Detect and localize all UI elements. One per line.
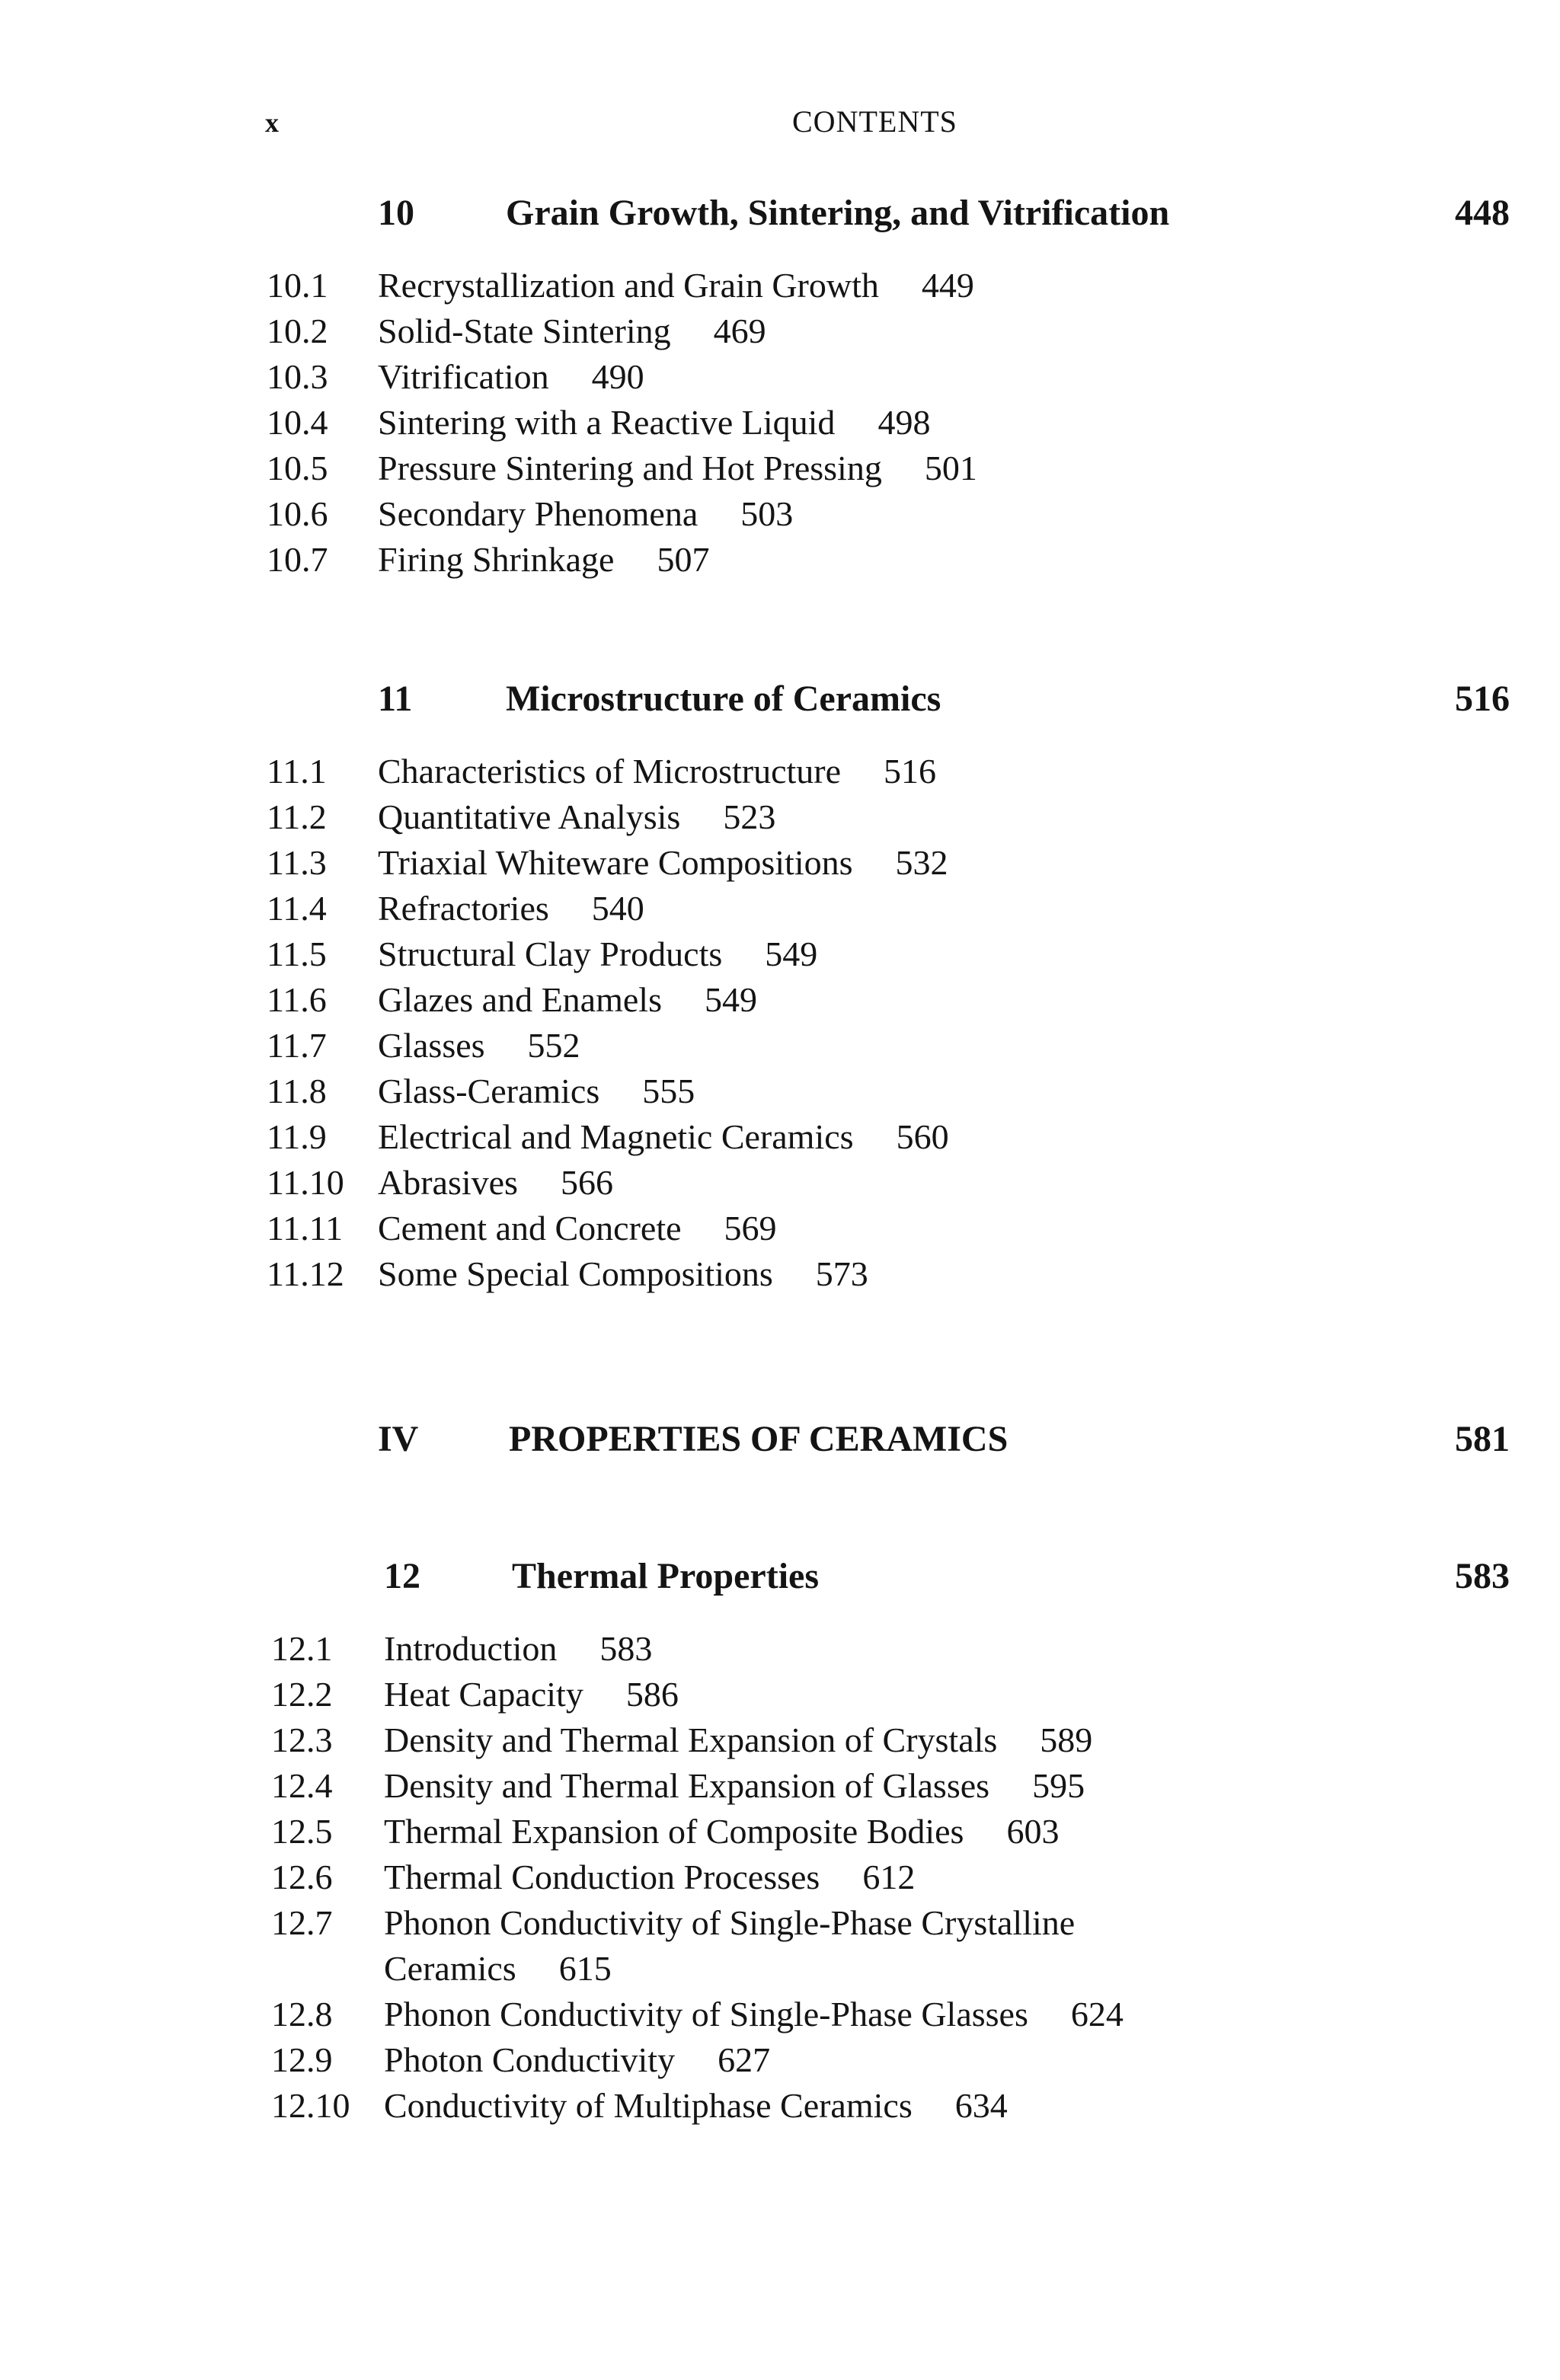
running-title: CONTENTS [792, 104, 957, 139]
section-number: 11.6 [267, 980, 327, 1019]
section-title: Pressure Sintering and Hot Pressing 501 [378, 449, 977, 487]
section-page: 555 [642, 1072, 695, 1110]
section-number: 12.2 [271, 1675, 333, 1714]
section-page: 560 [896, 1117, 949, 1156]
section-title: Sintering with a Reactive Liquid 498 [378, 403, 931, 442]
section-title-continued: Ceramics 615 [384, 1949, 612, 1988]
section-page: 589 [1040, 1720, 1093, 1759]
section-number: 11.8 [267, 1072, 327, 1110]
section-number: 10.6 [267, 494, 328, 533]
section-page: 595 [1032, 1766, 1085, 1805]
section-title: Triaxial Whiteware Compositions 532 [378, 843, 948, 882]
chapter-12-title: Thermal Properties [512, 1556, 820, 1596]
section-page: 552 [527, 1026, 580, 1065]
section-number: 11.3 [267, 843, 327, 882]
section-number: 10.4 [267, 403, 328, 442]
page-folio: x [265, 107, 279, 138]
section-title: Vitrification 490 [378, 357, 644, 396]
section-page: 523 [723, 797, 776, 836]
section-page: 603 [1006, 1812, 1060, 1851]
section-title: Refractories 540 [378, 889, 644, 928]
section-title: Firing Shrinkage 507 [378, 540, 710, 579]
section-title: Phonon Conductivity of Single-Phase Glasses 624 [384, 1995, 1124, 2033]
section-page: 566 [560, 1163, 613, 1202]
section-number: 12.6 [271, 1858, 333, 1896]
section-title: Thermal Conduction Processes 612 [384, 1858, 916, 1896]
section-title: Density and Thermal Expansion of Crystals 589 [384, 1720, 1093, 1759]
section-page: 573 [815, 1254, 868, 1293]
section-title: Quantitative Analysis 523 [378, 797, 776, 836]
section-title: Heat Capacity 586 [384, 1675, 679, 1714]
section-title: Glasses 552 [378, 1026, 580, 1065]
section-number: 12.1 [271, 1629, 333, 1668]
section-number: 12.9 [271, 2040, 333, 2079]
section-page: 516 [884, 752, 936, 791]
section-page: 490 [591, 357, 644, 396]
section-title: Photon Conductivity 627 [384, 2040, 771, 2079]
section-number: 12.4 [271, 1766, 333, 1805]
section-title: Thermal Expansion of Composite Bodies 603 [384, 1812, 1060, 1851]
section-number: 11.5 [267, 934, 327, 973]
chapter-10-page: 448 [1455, 193, 1510, 233]
section-page: 469 [713, 311, 766, 350]
section-page: 549 [704, 980, 757, 1019]
section-number: 12.7 [271, 1903, 333, 1942]
section-title: Glazes and Enamels 549 [378, 980, 757, 1019]
part-4-page: 581 [1455, 1419, 1510, 1459]
section-page: 612 [862, 1858, 916, 1896]
section-page: 569 [724, 1209, 777, 1248]
section-title: Characteristics of Microstructure 516 [378, 752, 936, 791]
part-4-title: PROPERTIES OF CERAMICS [509, 1419, 1009, 1459]
section-page: 498 [878, 403, 931, 442]
section-number: 12.3 [271, 1720, 333, 1759]
section-title: Electrical and Magnetic Ceramics 560 [378, 1117, 949, 1156]
chapter-12-number: 12 [384, 1556, 420, 1596]
section-page: 507 [657, 540, 710, 579]
section-page: 583 [599, 1629, 653, 1668]
section-number: 12.10 [271, 2086, 350, 2125]
chapter-10-number: 10 [378, 193, 414, 233]
section-number: 10.7 [267, 540, 328, 579]
section-number: 11.1 [267, 752, 327, 791]
section-title: Secondary Phenomena 503 [378, 494, 794, 533]
section-page: 503 [740, 494, 794, 533]
section-number: 11.9 [267, 1117, 327, 1156]
section-title: Cement and Concrete 569 [378, 1209, 777, 1248]
section-title: Solid-State Sintering 469 [378, 311, 766, 350]
chapter-10-title: Grain Growth, Sintering, and Vitrification [506, 193, 1170, 233]
section-title: Density and Thermal Expansion of Glasses 595 [384, 1766, 1085, 1805]
part-4-number: IV [378, 1419, 419, 1459]
section-number: 10.2 [267, 311, 328, 350]
section-page: 634 [954, 2086, 1008, 2125]
section-title: Abrasives 566 [378, 1163, 613, 1202]
section-page: 586 [625, 1675, 679, 1714]
section-title: Introduction 583 [384, 1629, 653, 1668]
section-number: 11.10 [267, 1163, 344, 1202]
section-page: 540 [591, 889, 644, 928]
section-page: 549 [765, 934, 818, 973]
section-title: Recrystallization and Grain Growth 449 [378, 266, 974, 305]
section-title: Glass-Ceramics 555 [378, 1072, 695, 1110]
chapter-11-page: 516 [1455, 679, 1510, 719]
chapter-11-title: Microstructure of Ceramics [506, 679, 941, 719]
section-number: 10.5 [267, 449, 328, 487]
section-page: 501 [924, 449, 977, 487]
chapter-11-number: 11 [378, 679, 413, 719]
section-number: 10.3 [267, 357, 328, 396]
section-page: 449 [921, 266, 974, 305]
section-page: 532 [895, 843, 948, 882]
section-number: 11.12 [267, 1254, 344, 1293]
chapter-12-page: 583 [1455, 1556, 1510, 1596]
section-number: 12.5 [271, 1812, 333, 1851]
section-page: 627 [718, 2040, 771, 2079]
section-number: 11.7 [267, 1026, 327, 1065]
section-number: 12.8 [271, 1995, 333, 2033]
section-number: 11.4 [267, 889, 327, 928]
section-title: Phonon Conductivity of Single-Phase Crystalline [384, 1903, 1076, 1942]
section-page: 615 [558, 1949, 612, 1988]
section-number: 11.2 [267, 797, 327, 836]
section-title: Some Special Compositions 573 [378, 1254, 868, 1293]
section-title: Conductivity of Multiphase Ceramics 634 [384, 2086, 1008, 2125]
section-number: 10.1 [267, 266, 328, 305]
section-page: 624 [1070, 1995, 1124, 2033]
section-number: 11.11 [267, 1209, 344, 1248]
section-title: Structural Clay Products 549 [378, 934, 818, 973]
